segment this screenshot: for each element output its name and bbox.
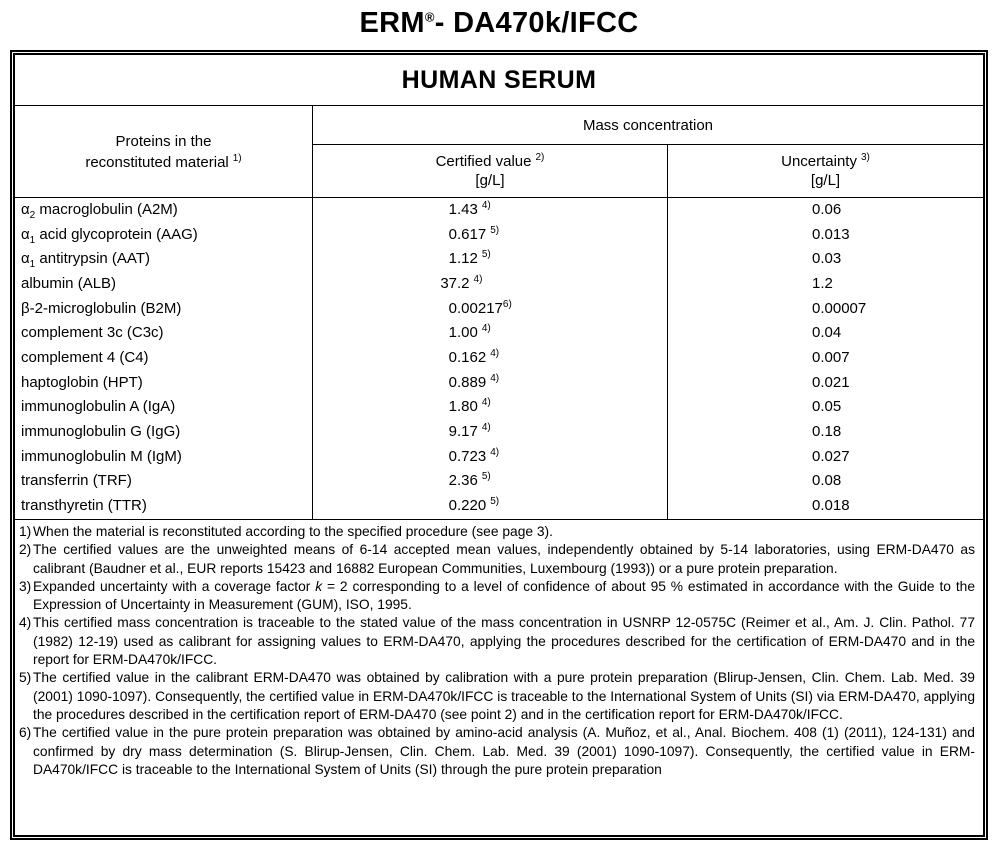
uncertainty-value: 0.007	[812, 349, 850, 367]
integer-part: 0	[448, 447, 457, 465]
footnote-ref-1: 1)	[232, 152, 242, 164]
table-row	[15, 395, 983, 420]
footnote-ref: 4)	[490, 372, 500, 384]
footnote-ref: 4)	[481, 397, 491, 409]
protein-name: $\alpha_1$ acid glycoprotein (AAG)	[15, 223, 313, 248]
proteins-header-line2: reconstituted material $^{1)}$	[85, 152, 242, 171]
footnote-number: 3)	[19, 578, 32, 594]
page-title-pre: ERM	[359, 7, 425, 39]
page-title-post: - DA470k/IFCC	[434, 7, 639, 39]
integer-part: 1	[448, 250, 457, 268]
table-row	[15, 297, 983, 322]
uncertainty-value: 0.018	[812, 497, 850, 515]
uncertainty-header: Uncertainty $^{3)}$ [g/L]	[668, 145, 983, 198]
integer-part: 1	[448, 201, 457, 218]
footnote-segment: This certified mass concentration is traceable to the stated value of the mass concentration in USNRP 12-0575C (Reimer et al., Am. J. Clin. Pathol. 77 (1982) 12-19) used as calibrant for assigning values to ERM-DA470, applying the procedures described for the certification of ERM-DA470 and in the report for ERM-DA470k/IFCC.	[33, 615, 975, 668]
footnote-number: 1)	[19, 524, 32, 539]
uncertainty-value: 0.06	[812, 201, 842, 218]
integer-part: 0	[448, 373, 457, 391]
uncertainty-value: 0.021	[812, 373, 850, 391]
integer-part: 2	[448, 472, 457, 490]
footnote-number: 6)	[19, 725, 32, 741]
footnote-ref: 5)	[490, 224, 500, 236]
integer-part: 0	[448, 497, 457, 515]
footnote-ref: 4)	[490, 446, 500, 458]
certified-value: 1.00 $^{4)}$	[313, 321, 668, 346]
footnote-ref-2: 2)	[535, 152, 545, 163]
subscript-index: 1	[29, 234, 36, 246]
uncertainty-value: 0.05	[812, 398, 842, 416]
footnote	[17, 578, 975, 615]
table-row	[15, 445, 983, 470]
registered-trademark-symbol: ®	[424, 9, 435, 25]
footnote-number: 2)	[19, 542, 32, 558]
protein-name: $\alpha_2$ macroglobulin (A2M)	[15, 198, 313, 223]
certified-value: 9.17 $^{4)}$	[313, 420, 668, 445]
footnote-ref: 6)	[502, 298, 512, 310]
table-row	[15, 223, 983, 248]
integer-part: 0	[448, 225, 457, 243]
protein-name: haptoglobin (HPT)	[15, 371, 313, 396]
footnote	[17, 614, 975, 669]
footnote-text	[33, 724, 975, 779]
footnote-text	[33, 541, 975, 578]
page-title	[0, 0, 998, 40]
footnote-ref: 4)	[490, 348, 500, 360]
footnote-ref: 5)	[481, 471, 491, 483]
footnote-ref: 4)	[481, 422, 491, 434]
subscript-index: 2	[29, 210, 36, 221]
mass-concentration-header: Mass concentration	[313, 106, 983, 145]
uncertainty-value: 0.027	[812, 447, 850, 465]
integer-part: 9	[448, 423, 457, 441]
certified-value: 0.889 $^{4)}$	[313, 371, 668, 396]
certified-value: 0.00217$^{6)}$	[313, 297, 668, 322]
certificate-table-grid	[15, 55, 983, 835]
uncertainty-value: 0.04	[812, 324, 842, 342]
footnote	[17, 669, 975, 724]
footnote-segment: When the material is reconstituted according to the specified procedure (see page 3).	[33, 524, 553, 539]
protein-name: albumin (ALB)	[15, 272, 313, 297]
certified-value: 2.36 $^{5)}$	[313, 469, 668, 494]
footnote-ref: 4)	[473, 274, 483, 286]
protein-name: β-2-microglobulin (B2M)	[15, 297, 313, 322]
uncertainty-value: 0.18	[812, 423, 842, 441]
protein-name: transthyretin (TTR)	[15, 494, 313, 519]
protein-name: immunoglobulin A (IgA)	[15, 395, 313, 420]
footnote-segment: = 2 corresponding to a level of confidence of about 95 % estimated in accordance with the Guide to the Expression of Uncertainty in Measurement (GUM), ISO, 1995.	[33, 578, 975, 613]
subscript-index: 1	[29, 259, 36, 271]
protein-name: complement 4 (C4)	[15, 346, 313, 371]
table-row	[15, 321, 983, 346]
proteins-header-line1: Proteins in the	[115, 132, 212, 150]
footnote	[17, 541, 975, 578]
certified-value: 1.80 $^{4)}$	[313, 395, 668, 420]
integer-part: 37	[440, 275, 457, 293]
footnote-segment: Expanded uncertainty with a coverage factor	[33, 578, 316, 594]
protein-name: complement 3c (C3c)	[15, 321, 313, 346]
footnote-text	[33, 669, 975, 724]
protein-name: immunoglobulin M (IgM)	[15, 445, 313, 470]
footnote-text	[33, 614, 975, 669]
protein-name: transferrin (TRF)	[15, 469, 313, 494]
footnote-text	[33, 523, 975, 541]
certified-value: 0.220 $^{5)}$	[313, 494, 668, 519]
footnotes	[15, 519, 983, 835]
footnote-ref: 5)	[490, 496, 500, 508]
certified-value: 0.723 $^{4)}$	[313, 445, 668, 470]
table-body	[15, 198, 983, 519]
certified-value: 1.43 $^{4)}$	[313, 198, 668, 223]
certified-value: 1.12 $^{5)}$	[313, 247, 668, 272]
footnote-italic-term: k	[315, 578, 323, 594]
certified-value-header: Certified value $^{2)}$ [g/L]	[313, 145, 668, 198]
table-row	[15, 198, 983, 223]
uncertainty-value: 0.00007	[812, 299, 867, 317]
footnote-number: 4)	[19, 615, 32, 631]
uncertainty-unit: [g/L]	[810, 172, 841, 189]
footnote	[17, 724, 975, 779]
table-row	[15, 420, 983, 445]
uncertainty-value: 1.2	[812, 275, 833, 293]
protein-name: immunoglobulin G (IgG)	[15, 420, 313, 445]
uncertainty-value: 0.013	[812, 225, 850, 243]
table-row	[15, 346, 983, 371]
footnote-ref: 5)	[481, 249, 491, 261]
certificate-table	[10, 50, 988, 840]
footnote	[17, 523, 975, 541]
integer-part: 1	[448, 324, 457, 342]
footnote-number: 5)	[19, 670, 32, 686]
footnote-ref: 4)	[481, 200, 491, 211]
table-caption: HUMAN SERUM	[15, 55, 983, 106]
integer-part: 0	[448, 299, 457, 317]
uncertainty-value: 0.03	[812, 250, 842, 268]
proteins-column-header	[15, 106, 313, 198]
certified-value: 0.617 $^{5)}$	[313, 223, 668, 248]
certified-value: 0.162 $^{4)}$	[313, 346, 668, 371]
footnote-text	[33, 578, 975, 615]
uncertainty-value: 0.08	[812, 472, 842, 490]
integer-part: 1	[448, 398, 457, 416]
footnote-segment: The certified value in the calibrant ERM-DA470 was obtained by calibration with a pure protein preparation (Blirup-Jensen, Clin. Chem. Lab. Med. 39 (2001) 1090-1097). Consequently, the certified value in ERM-DA470k/IFCC is traceable to the International System of Units (SI) via ERM-DA470, applying the procedures described in the certification report of ERM-DA470 (see point 2) and in the certification report for ERM-DA470k/IFCC.	[33, 670, 975, 722]
footnote-ref-3: 3)	[860, 152, 870, 163]
footnote-ref: 4)	[481, 323, 491, 335]
table-row	[15, 494, 983, 519]
integer-part: 0	[448, 349, 457, 367]
table-row	[15, 247, 983, 272]
footnote-segment: The certified value in the pure protein preparation was obtained by amino-acid analysis (A. Muñoz, et al., Anal. Biochem. 408 (1) (2011), 124-131) and confirmed by dry mass determination (S. Blirup-Jensen, Clin. Chem. Lab. Med. 39 (2001) 1090-1097). Consequently, the certified value in ERM-DA470k/IFCC is traceable to the International System of Units (SI) through the pure protein preparation	[33, 725, 975, 777]
table-row	[15, 371, 983, 396]
table-row	[15, 272, 983, 297]
certified-value-unit: [g/L]	[475, 172, 505, 189]
table-row	[15, 469, 983, 494]
protein-name: $\alpha_1$ antitrypsin (AAT)	[15, 247, 313, 272]
certified-value: 37.2 $^{4)}$	[313, 272, 668, 297]
footnote-segment: The certified values are the unweighted means of 6-14 accepted mean values, independently obtained by 5-14 laboratories, using ERM-DA470 as calibrant (Baudner et al., EUR reports 15423 and 16882 European Communities, Luxembourg (1993)) or a pure protein preparation.	[33, 542, 975, 576]
